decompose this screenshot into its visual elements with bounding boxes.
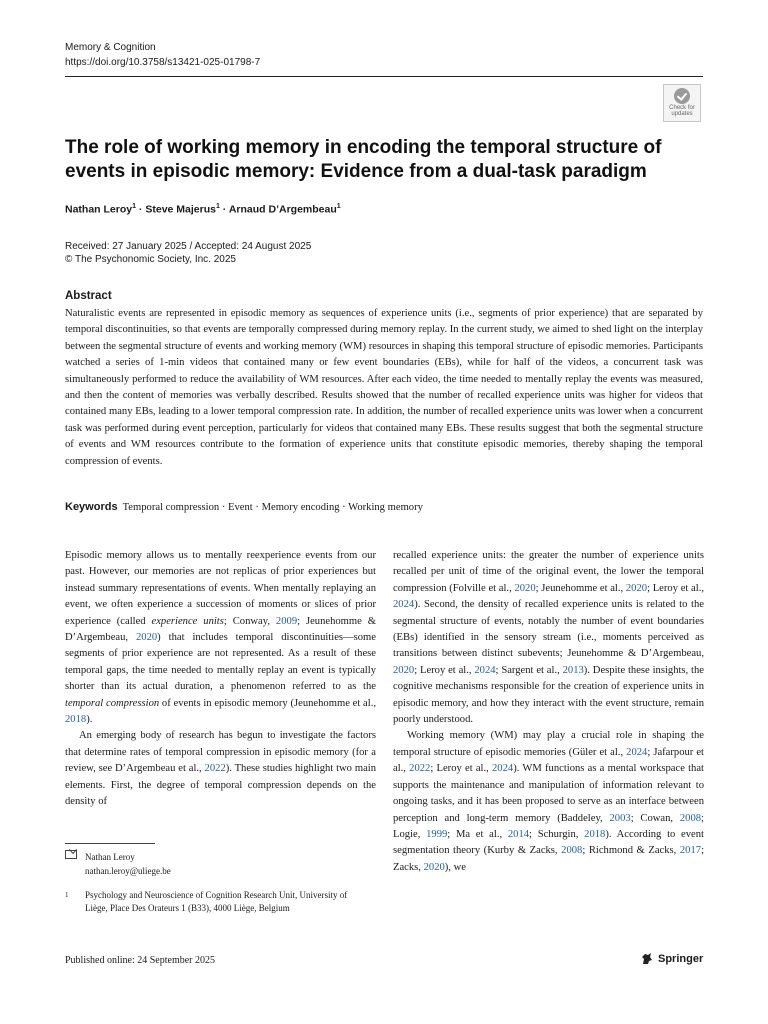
body-paragraph (65, 728, 376, 810)
copyright: © The Psychonomic Society, Inc. 2025 (65, 254, 236, 265)
citation-link[interactable]: 2022 (409, 763, 431, 775)
text-run: ; Jafarpour et al., (393, 746, 705, 775)
check-for-updates-badge[interactable] (663, 84, 701, 122)
body-column-right (393, 548, 704, 876)
text-run: ; Ma et al., (447, 828, 508, 840)
springer-wordmark: Springer (658, 953, 704, 965)
citation-link[interactable]: 2020 (423, 861, 445, 873)
keywords-list: Temporal compression · Event · Memory encoding · Working memory (122, 502, 423, 513)
author-affil: 1 (336, 203, 341, 210)
citation-link[interactable]: 2020 (514, 582, 536, 594)
citation-link[interactable]: 2017 (679, 845, 702, 857)
citation-link[interactable]: 2020 (135, 632, 158, 644)
citation-link[interactable]: 1999 (426, 828, 448, 840)
check-updates-line2: updates (671, 111, 693, 117)
text-run: Working memory (WM) may play a crucial role in shaping the temporal structure of episodic memories (Güler et al., (393, 730, 704, 758)
corresponding-author (65, 850, 171, 878)
citation-link[interactable]: 2020 (393, 664, 415, 676)
affil-text: Psychology and Neuroscience of Cognition Research Unit, University of Liège, Place Des Orateurs 1 (B33), 4000 Liège, Belgium (85, 890, 348, 913)
citation-link[interactable]: 2024 (626, 746, 648, 758)
citation-link[interactable]: 2024 (492, 763, 514, 775)
springer-logo (640, 952, 703, 966)
body-paragraph (393, 548, 704, 728)
article-dates (65, 240, 311, 266)
author-name[interactable]: Arnaud D’Argembeau (228, 203, 337, 216)
text-run: ). WM functions as a mental workspace that supports the maintenance and manipulation of information relevant to ongoing tasks, and it has been proposed to serve as an interface between perception and long-term memory (Baddeley, (393, 763, 705, 824)
text-run: ), we (444, 861, 466, 873)
italic-term: experience units (151, 615, 224, 627)
check-updates-line1: Check for (669, 105, 695, 111)
keywords-label: Keywords (65, 501, 118, 513)
author-affil: 1 (215, 203, 220, 210)
text-run: ; Logie, (393, 812, 704, 840)
received-accepted: Received: 27 January 2025 / Accepted: 24 August 2025 (65, 241, 312, 252)
text-run: of events in episodic memory (Jeunehomme et al., (159, 697, 376, 709)
author-name[interactable]: Nathan Leroy (65, 203, 133, 216)
contact-name: Nathan Leroy (85, 852, 135, 862)
citation-link[interactable]: 2018 (65, 714, 87, 726)
text-run: ; Zacks, (393, 845, 705, 873)
body-column-left (65, 548, 376, 811)
citation-link[interactable]: 2003 (609, 812, 631, 824)
header-rule (65, 76, 703, 77)
text-run: ; Jeunehomme & D’Argembeau, (65, 615, 376, 644)
abstract-heading: Abstract (65, 290, 112, 302)
text-run: recalled experience units: the greater the number of experience units recalled per unit of time of the original event, the lower the temporal compression (Folville et al., (393, 550, 704, 594)
springer-horse-icon (640, 952, 654, 966)
contact-email[interactable]: nathan.leroy@uliege.be (85, 866, 171, 876)
envelope-icon (65, 850, 77, 859)
body-paragraph (65, 548, 376, 728)
citation-link[interactable]: 2009 (275, 615, 298, 627)
citation-link[interactable]: 2013 (562, 664, 584, 676)
body-paragraph (393, 728, 704, 876)
text-run: ; Jeunehomme et al., (535, 582, 626, 594)
text-run: ). Despite these insights, the cognitive mechanisms responsible for the creation of experience units in episodic memory, and how they interact with the event structure, remain poorly understood. (393, 664, 704, 726)
affil-number: 1 (65, 891, 69, 899)
text-run: ; Conway, (223, 615, 276, 627)
text-run: ). According to event segmentation theory (Kurby & Zacks, (393, 828, 704, 857)
citation-link[interactable]: 2024 (393, 599, 415, 611)
citation-link[interactable]: 2008 (679, 812, 702, 824)
text-run: ; Leroy et al., (430, 763, 492, 775)
citation-link[interactable]: 2022 (204, 763, 226, 775)
keywords (65, 501, 423, 513)
published-date: Published online: 24 September 2025 (65, 955, 215, 966)
italic-term: temporal compression (65, 697, 160, 709)
text-run: ; Richmond & Zacks, (582, 845, 680, 857)
journal-name: Memory & Cognition (65, 42, 156, 53)
citation-link[interactable]: 2024 (474, 664, 496, 676)
text-run: An emerging body of research has begun to investigate the factors that determine rates of temporal compression in episodic memory (for a review, see D’Argembeau et al., (65, 730, 376, 775)
author-affil: 1 (132, 203, 137, 210)
text-run: ; Sargent et al., (495, 664, 563, 676)
citation-link[interactable]: 2020 (625, 582, 648, 594)
text-run: ). (86, 714, 93, 726)
doi-link[interactable]: https://doi.org/10.3758/s13421-025-01798-7 (65, 57, 261, 68)
footnote-rule (65, 843, 155, 844)
author-list: Nathan Leroy$^1$ · Steve Majerus$^1$ · Arnaud D’Argembeau$^1$ (65, 203, 341, 216)
text-run: Episodic memory allows us to mentally reexperience events from our past. However, our memories are not replicas of prior experiences but instead summary representations of events. When mentally replaying an event, we often experience a succession of moments or slices of prior experience (called (65, 550, 376, 627)
citation-link[interactable]: 2008 (561, 845, 583, 857)
text-run: ; Schurgin, (529, 828, 585, 840)
text-run: ). Second, the density of recalled experience units is related to the segmental structure of events, notably the number of event boundaries (EBs) identified in the sensory stream (i.e., moments perceived as transitions between distinct subevents; Jeunehomme & D’Argembeau, (393, 599, 704, 660)
text-run: ; Cowan, (630, 812, 680, 824)
affiliation-footnote (65, 889, 365, 915)
article-title: The role of working memory in encoding the temporal structure of events in episodic memory: Evidence from a dual-task paradigm (65, 137, 662, 182)
check-icon (674, 88, 690, 104)
abstract-text: Naturalistic events are represented in episodic memory as sequences of experience units (i.e., segments of prior experience) that are separated by temporal discontinuities, so that events are temporally compressed during memory replay. In the current study, we aimed to shed light on the interplay between the segmental structure of events and working memory (WM) resources in shaping this temporal structure of episodic memories. Participants watched a series of 1-min videos that contained many or few event boundaries (EBs), while for half of the videos, a concurrent task was simultaneously performed to reduce the availability of WM resources. After each video, the time needed to mentally replay the events was measured, and then the content of memories was verbally described. Results showed that the number of recalled experience units was higher for videos that contained many EBs, leading to a lower temporal compression rate. In addition, the number of recalled experience units was lower when a concurrent task was performed during event perception, particularly for videos that contained many EBs. These results suggest that both the segmental structure of events and WM resources contribute to the formation of experience units that constitute episodic memories, thereby shaping the temporal compression of events. (65, 308, 703, 467)
text-run: ; Leroy et al., (414, 664, 475, 676)
text-run: ; Leroy et al., (647, 582, 704, 594)
citation-link[interactable]: 2018 (584, 828, 606, 840)
journal-header (65, 40, 260, 70)
text-run: ) that includes temporal discontinuities—some segments of prior experience are not represented. As a result of these temporal gaps, the time needed to mentally replay an event is typically shorter than its actual duration, a phenomenon referred to as the (65, 632, 376, 693)
author-name[interactable]: Steve Majerus (145, 203, 216, 216)
citation-link[interactable]: 2014 (507, 828, 530, 840)
text-run: ). These studies highlight two main elements. First, the degree of temporal compression depends on the density of (65, 763, 377, 808)
